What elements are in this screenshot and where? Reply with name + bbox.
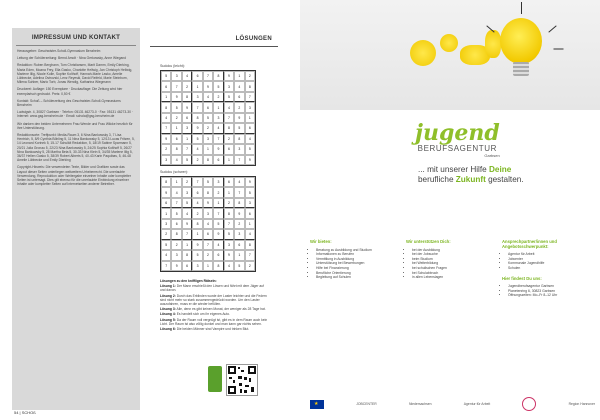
- sudoku-cell: 3: [192, 261, 202, 271]
- sudoku-cell: 3: [182, 187, 192, 197]
- solution-key: Lösung 5:: [160, 317, 176, 322]
- sudoku-cell: 6: [161, 81, 171, 91]
- sudoku-cell: 2: [203, 123, 213, 133]
- impressum-paragraph: Ludwigstr. 4, 30827 Garbsen · Telefon: 05131 46273-0 · Fax: 05131 46273-30 · Internet: www.gsg-benzheim.de · Email: schola@gsg-benzheim.de: [17, 110, 133, 119]
- sudoku-cell: 3: [245, 198, 255, 208]
- sudoku-cell: 8: [234, 198, 244, 208]
- solution-key: Lösung 2:: [160, 293, 176, 298]
- sudoku-cell: 9: [182, 219, 192, 229]
- column-item: • beim Studium: [412, 257, 498, 262]
- solution-text: Durch das Erblinden wurde der Laster leichter und die Federn sind nicht mehr so stark zusammengedrückt worden. Um den Laster auszufahren, muss er die wieder befüllen.: [160, 293, 267, 307]
- sudoku-cell: 5: [182, 155, 192, 165]
- sudoku-cell: 3: [234, 144, 244, 154]
- sudoku-cell: 1: [245, 113, 255, 123]
- column-item: • in allen Lebenslagen: [412, 275, 498, 280]
- impressum-paragraph: Wir danken den beiden Unternehmen Frau Wende und Frau Wilcke herzlich für ihre Unterstützung.: [17, 121, 133, 130]
- column-item: • Begleitung auf Schulen: [316, 275, 402, 280]
- sudoku-cell: 2: [171, 113, 181, 123]
- column-item: • bei Weiterbildung: [412, 261, 498, 266]
- sudoku-cell: 5: [161, 240, 171, 250]
- solution-item: [160, 284, 268, 292]
- solution-key: Lösung 1:: [160, 284, 176, 289]
- sudoku-cell: 8: [245, 81, 255, 91]
- sudoku-cell: 2: [182, 177, 192, 187]
- sudoku-cell: 7: [213, 208, 223, 218]
- solution-key: Lösung 6:: [160, 327, 176, 332]
- sudoku-hard-grid: [160, 176, 256, 272]
- sudoku-cell: 9: [203, 198, 213, 208]
- sudoku-cell: 5: [171, 208, 181, 218]
- sudoku-cell: 3: [182, 123, 192, 133]
- sudoku-cell: 8: [213, 261, 223, 271]
- sudoku-cell: 4: [234, 81, 244, 91]
- impressum-body: [12, 46, 140, 192]
- sudoku-cell: 7: [182, 144, 192, 154]
- solution-text: Der Mann erschießt den Löwen und fährt mit dem Jäger auf und davon.: [160, 284, 264, 293]
- sudoku-cell: 3: [245, 102, 255, 112]
- column-title: Wir bieten:: [310, 239, 332, 244]
- sudoku-cell: 7: [192, 102, 202, 112]
- column-item: • Vermittlung in Ausbildung: [316, 257, 402, 262]
- sudoku-cell: 1: [171, 177, 181, 187]
- sudoku-cell: 9: [213, 144, 223, 154]
- sudoku-cell: 3: [203, 134, 213, 144]
- sudoku-cell: 1: [161, 92, 171, 102]
- sudoku-cell: 1: [203, 144, 213, 154]
- sudoku-cell: 5: [234, 123, 244, 133]
- sudoku-cell: 3: [213, 113, 223, 123]
- solutions-list: [160, 279, 268, 332]
- solution-key: Lösung 3:: [160, 307, 176, 312]
- impressum-paragraph: Redaktionsorte: Treffpunkt: Media-Raum 3, 6 Nina Bankowsky 3, 7 Lisa Hentrich, 5, 8/9 Cynthia Böhling 5, 11 Nina Bankowsky 5, 12/13 Lucas Fritzen, 5, 14 Leonard Korinek 5, 15-17 Schulklt Redaktion, 5, 18/19 Sabine Sparmann 5, 20/21 Julia Gronau 5, 22/23 Nina Bankowsky 5, 24/25 Sophia Kolthoff 5, 26/27 Nina Bankowsky 5, 28 Martha Beta 5, 30-33 Nina Klein 5, 34/35 Marlene Illig 5, 36/37 Hellen Gasko 5, 38/39 Robert Alberts 5, 40-43 Karin Paquibas, 5, 46-48 Amelie Lübbecke und Emily Dierking: [17, 133, 135, 163]
- sudoku-cell: 8: [224, 123, 234, 133]
- sudoku-cell: 5: [203, 177, 213, 187]
- sudoku-cell: 2: [224, 134, 234, 144]
- sudoku-cell: 5: [234, 261, 244, 271]
- contacts-column: [502, 240, 594, 298]
- sudoku-cell: 4: [203, 219, 213, 229]
- solution-text: Da der Raum voll vergnügt ist, gibt es in dem Raum auch kein Licht. Der Raum ist also völlig dunkel und man kann gar nichts sehen.: [160, 317, 268, 326]
- sudoku-cell: 2: [161, 144, 171, 154]
- sudoku-cell: 5: [213, 81, 223, 91]
- sudoku-cell: 1: [203, 261, 213, 271]
- column-item: • Agentur für Arbeit: [508, 252, 594, 257]
- sudoku-cell: 6: [161, 198, 171, 208]
- sudoku-cell: 1: [234, 71, 244, 81]
- sudoku-cell: 1: [192, 229, 202, 239]
- sudoku-cell: 2: [192, 155, 202, 165]
- sudoku-cell: 8: [171, 144, 181, 154]
- sudoku-cell: 8: [161, 102, 171, 112]
- sudoku-cell: 7: [245, 92, 255, 102]
- eu-flag-icon: [310, 398, 324, 410]
- sudoku-cell: 4: [245, 229, 255, 239]
- sudoku-cell: 7: [171, 81, 181, 91]
- sudoku-cell: 8: [224, 208, 234, 218]
- sudoku-cell: 4: [161, 250, 171, 260]
- solution-item: [160, 307, 268, 311]
- title-divider: [150, 46, 278, 47]
- sudoku-cell: 4: [192, 144, 202, 154]
- sudoku-cell: 6: [213, 155, 223, 165]
- sudoku-cell: 3: [171, 250, 181, 260]
- qr-code[interactable]: [226, 364, 258, 396]
- column-item: • bei der Ausbildung: [412, 248, 498, 253]
- sudoku-cell: 8: [171, 229, 181, 239]
- sudoku-cell: 6: [182, 113, 192, 123]
- sudoku-cell: 9: [171, 92, 181, 102]
- sudoku-cell: 6: [234, 92, 244, 102]
- region-circle-icon: [522, 398, 536, 410]
- sudoku-cell: 2: [245, 71, 255, 81]
- address-line: • Jugendberufsagentur Garbsen: [508, 284, 594, 289]
- sudoku-cell: 9: [171, 261, 181, 271]
- sudoku-cell: 2: [234, 219, 244, 229]
- solution-item: [160, 318, 268, 326]
- partner-logos: [310, 393, 595, 415]
- sudoku-cell: 6: [245, 208, 255, 218]
- column-item: • bei Schulabbruch: [412, 271, 498, 276]
- sudoku-cell: 7: [161, 123, 171, 133]
- logo-city: Garbsen: [484, 153, 500, 158]
- solution-text: Alle, denn es gibt keinen Monat, der weniger als 28 Tage hat.: [176, 307, 266, 312]
- sudoku-cell: 8: [182, 92, 192, 102]
- solutions-title: LÖSUNGEN: [235, 36, 272, 42]
- sudoku-cell: 2: [245, 261, 255, 271]
- sudoku-cell: 6: [224, 144, 234, 154]
- sudoku-cell: 9: [161, 187, 171, 197]
- sudoku-cell: 5: [224, 229, 234, 239]
- sudoku-cell: 3: [224, 240, 234, 250]
- sudoku-cell: 8: [213, 71, 223, 81]
- sudoku-cell: 4: [224, 261, 234, 271]
- sudoku-cell: 3: [161, 155, 171, 165]
- sudoku-cell: 8: [192, 113, 202, 123]
- light-ray: [548, 25, 556, 32]
- sudoku-cell: 5: [171, 102, 181, 112]
- column-item: • Jobcenter: [508, 257, 594, 262]
- impressum-panel: [12, 28, 140, 410]
- column-item: • Unterstützung bei Bewerbungen: [316, 261, 402, 266]
- sudoku-cell: 1: [192, 81, 202, 91]
- sudoku-easy-label: Sudoku (leicht):: [160, 64, 185, 68]
- sudoku-cell: 3: [161, 219, 171, 229]
- sudoku-cell: 9: [161, 134, 171, 144]
- sudoku-cell: 4: [203, 92, 213, 102]
- sudoku-cell: 9: [203, 81, 213, 91]
- bulb-base: [513, 62, 529, 76]
- column-item: • Informationen zu Berufen: [316, 252, 402, 257]
- sudoku-cell: 5: [161, 71, 171, 81]
- column-item: • Beratung zu Ausbildung und Studium: [316, 248, 402, 253]
- impressum-paragraph: Redaktion: Ruben Berghann, Tom Christiansen, Marit Damm, Emily Dierking, Maria Eden, Moana Frey, Ella Gasko, Charlotte Hellwig, Jan Christoph Hellwig, Marlene Illig, Nicole Kolle, Sophie Kolthoff, Hannah-Marie Lasko, Amelie Lübbecke, Adelina Ostrovski, Lenz Reyeski, David Reifeld, Marie Steinborn, Milena Suhber, Marlo Torb, Jonas Wendig, Katharina Wiegmann: [17, 63, 133, 85]
- jobcenter-logo: JOBCENTER: [356, 402, 377, 406]
- sudoku-cell: 5: [213, 219, 223, 229]
- slogan-highlight: Deine: [488, 165, 512, 174]
- sudoku-cell: 1: [182, 134, 192, 144]
- jba-flyer: [300, 0, 600, 420]
- sudoku-cell: 4: [161, 113, 171, 123]
- region-hannover-logo: Region Hannover: [568, 402, 595, 406]
- sudoku-cell: 8: [192, 219, 202, 229]
- sudoku-cell: 7: [161, 261, 171, 271]
- solution-item: [160, 294, 268, 307]
- logo-main: jugend: [415, 120, 500, 146]
- sudoku-cell: 4: [213, 123, 223, 133]
- sudoku-cell: 9: [245, 155, 255, 165]
- column-item: • bei schulischen Fragen: [412, 266, 498, 271]
- column-item: • Berufliche Orientierung: [316, 271, 402, 276]
- sudoku-cell: 2: [234, 102, 244, 112]
- logo-sub: BERUFSAGENTUR: [417, 144, 498, 153]
- sudoku-cell: 3: [171, 71, 181, 81]
- niedersachsen-logo: Niedersachsen: [408, 402, 432, 406]
- sudoku-cell: 8: [203, 187, 213, 197]
- sudoku-cell: 7: [224, 113, 234, 123]
- sudoku-cell: 6: [192, 71, 202, 81]
- sudoku-cell: 7: [182, 229, 192, 239]
- sudoku-cell: 3: [192, 92, 202, 102]
- sudoku-cell: 3: [213, 177, 223, 187]
- sudoku-cell: 4: [171, 155, 181, 165]
- support-column: [406, 240, 498, 280]
- sudoku-cell: 9: [234, 208, 244, 218]
- sudoku-cell: 8: [245, 240, 255, 250]
- sudoku-cell: 8: [234, 134, 244, 144]
- yarn-ball: [440, 34, 458, 52]
- sudoku-cell: 9: [182, 102, 192, 112]
- impressum-title: IMPRESSUM UND KONTAKT: [16, 28, 136, 46]
- sudoku-cell: 2: [161, 229, 171, 239]
- sudoku-cell: 7: [224, 219, 234, 229]
- sudoku-cell: 6: [171, 134, 181, 144]
- lightbulb-icon: [500, 18, 542, 64]
- sudoku-cell: 3: [203, 208, 213, 218]
- sudoku-cell: 6: [245, 123, 255, 133]
- column-item: • Kommunale Jugendhilfe: [508, 261, 594, 266]
- yarn-ball: [485, 30, 501, 58]
- sudoku-cell: 6: [203, 229, 213, 239]
- sudoku-cell: 4: [182, 208, 192, 218]
- green-logo: [208, 366, 222, 392]
- light-ray: [521, 2, 522, 14]
- sudoku-cell: 7: [245, 250, 255, 260]
- sudoku-cell: 6: [203, 102, 213, 112]
- column-title: Ansprechpartner/innen und Angebotsschwerpunkt:: [502, 239, 557, 249]
- column-item: • Hilfe bei Finanzierung: [316, 266, 402, 271]
- sudoku-cell: 6: [171, 219, 181, 229]
- address-line: • Öffnungszeiten: Mo–Fr 8–12 Uhr: [508, 293, 594, 298]
- solution-item: [160, 327, 268, 331]
- slogan-part: berufliche: [418, 174, 456, 184]
- sudoku-cell: 4: [234, 177, 244, 187]
- sudoku-cell: 8: [203, 155, 213, 165]
- sudoku-cell: 7: [171, 198, 181, 208]
- sudoku-cell: 6: [182, 261, 192, 271]
- sudoku-cell: 1: [234, 250, 244, 260]
- sudoku-cell: 2: [203, 250, 213, 260]
- slogan-part: ... mit unserer Hilfe: [418, 165, 489, 174]
- sudoku-cell: 1: [161, 208, 171, 218]
- light-ray: [554, 49, 564, 50]
- impressum-paragraph: Herausgeber: Geschwister-Scholl-Gymnasium Benzheim: [17, 49, 101, 53]
- sudoku-cell: 7: [192, 177, 202, 187]
- sudoku-cell: 5: [203, 113, 213, 123]
- solutions-page: [150, 0, 278, 420]
- sudoku-cell: 5: [192, 134, 202, 144]
- sudoku-cell: 4: [182, 71, 192, 81]
- sudoku-cell: 2: [182, 81, 192, 91]
- slogan-part: gestalten.: [485, 174, 524, 184]
- sudoku-cell: 2: [171, 240, 181, 250]
- sudoku-cell: 1: [224, 155, 234, 165]
- column-item: • Schulen: [508, 266, 594, 271]
- slogan-highlight: Zukunft: [455, 174, 486, 184]
- sudoku-cell: 7: [234, 187, 244, 197]
- impressum-paragraph: Kontakt: Schoß – Schülerzeitung des Geschwister-Scholl-Gymnasiums Benzheim: [17, 98, 121, 108]
- sudoku-cell: 6: [213, 250, 223, 260]
- sudoku-easy-grid: [160, 70, 256, 166]
- impressum-paragraph: Leitung der Schülerzeitung: Bernd Amolt · Nina Gerkowsky, Anne Wiegand: [17, 56, 126, 61]
- sudoku-cell: 6: [192, 187, 202, 197]
- sudoku-cell: 7: [234, 155, 244, 165]
- sudoku-cell: 4: [224, 102, 234, 112]
- sudoku-cell: 9: [213, 229, 223, 239]
- jba-logo: [415, 120, 500, 158]
- sudoku-cell: 5: [224, 92, 234, 102]
- impressum-paragraph: Druckerei: Auflage: 150 Exemplare · Druckauflage: Die Zeitung wird hier exemplarisch gedruckt. Preis: 0,50 €: [17, 87, 123, 96]
- sudoku-cell: 1: [213, 102, 223, 112]
- sudoku-cell: 7: [203, 71, 213, 81]
- sudoku-cell: 3: [224, 81, 234, 91]
- sudoku-cell: 4: [171, 187, 181, 197]
- address-line: • Planetenring 6, 30823 Garbsen: [508, 289, 594, 294]
- solution-text: Die beiden Männer sind Vampire und trinken Blut.: [176, 327, 250, 332]
- sudoku-cell: 4: [192, 198, 202, 208]
- sudoku-cell: 9: [224, 71, 234, 81]
- impressum-paragraph: Copyright-Hinweis: Die verwendeten Texte, Bilder und Grafiken sowie das Layout dieser Seiten unterliegen weltweitem Urheberrecht. Die unerlaubte Verwendung, Reproduktion oder Weitergabe einzelner Inhalte oder kompletter Seiten ist untersagt. Dies gilt ebenso für die unerlaubte Einbindung einzelner Inhalte oder kompletter Seiten auf Internetseiten anderer Betreiber.: [17, 165, 131, 187]
- sudoku-cell: 8: [182, 250, 192, 260]
- offer-column: [310, 240, 402, 280]
- sudoku-cell: 5: [192, 250, 202, 260]
- sudoku-cell: 2: [192, 208, 202, 218]
- yarn-bulb-photo: [300, 0, 600, 110]
- sudoku-cell: 9: [234, 113, 244, 123]
- sudoku-cell: 4: [245, 134, 255, 144]
- address-title: Hier findest Du uns:: [502, 275, 542, 281]
- sudoku-cell: 1: [245, 219, 255, 229]
- sudoku-cell: 9: [245, 177, 255, 187]
- sudoku-cell: 9: [192, 123, 202, 133]
- sudoku-cell: 1: [171, 123, 181, 133]
- column-item: • bei der Jobsuche: [412, 252, 498, 257]
- sudoku-hard-label: Sudoku (schwer):: [160, 170, 188, 174]
- yarn-ball: [410, 40, 436, 66]
- sudoku-cell: 2: [213, 187, 223, 197]
- sudoku-cell: 6: [234, 240, 244, 250]
- sudoku-cell: 2: [213, 92, 223, 102]
- sudoku-cell: 1: [224, 187, 234, 197]
- sudoku-cell: 5: [182, 198, 192, 208]
- solution-item: [160, 312, 268, 316]
- sudoku-cell: 5: [245, 187, 255, 197]
- sudoku-cell: 7: [203, 240, 213, 250]
- page-number-footer: 54 | SCHOß: [14, 410, 36, 415]
- slogan: [418, 165, 524, 184]
- sudoku-cell: 7: [213, 134, 223, 144]
- sudoku-cell: 9: [224, 250, 234, 260]
- solution-text: Es handelt sich um ihr eigenes Auto.: [176, 312, 231, 317]
- sudoku-cell: 3: [234, 229, 244, 239]
- sudoku-cell: 2: [224, 198, 234, 208]
- sudoku-cell: 4: [213, 240, 223, 250]
- column-title: Wir unterstützen Dich:: [406, 239, 451, 244]
- agentur-logo: Agentur für Arbeit: [463, 402, 491, 406]
- sudoku-cell: 8: [161, 177, 171, 187]
- solutions-heading: Lösungen zu den kniffligen Rätseln:: [160, 279, 217, 283]
- sudoku-cell: 5: [245, 144, 255, 154]
- sudoku-cell: 6: [224, 177, 234, 187]
- solution-key: Lösung 4:: [160, 312, 176, 317]
- sudoku-cell: 9: [192, 240, 202, 250]
- sudoku-cell: 1: [213, 198, 223, 208]
- sudoku-cell: 1: [182, 240, 192, 250]
